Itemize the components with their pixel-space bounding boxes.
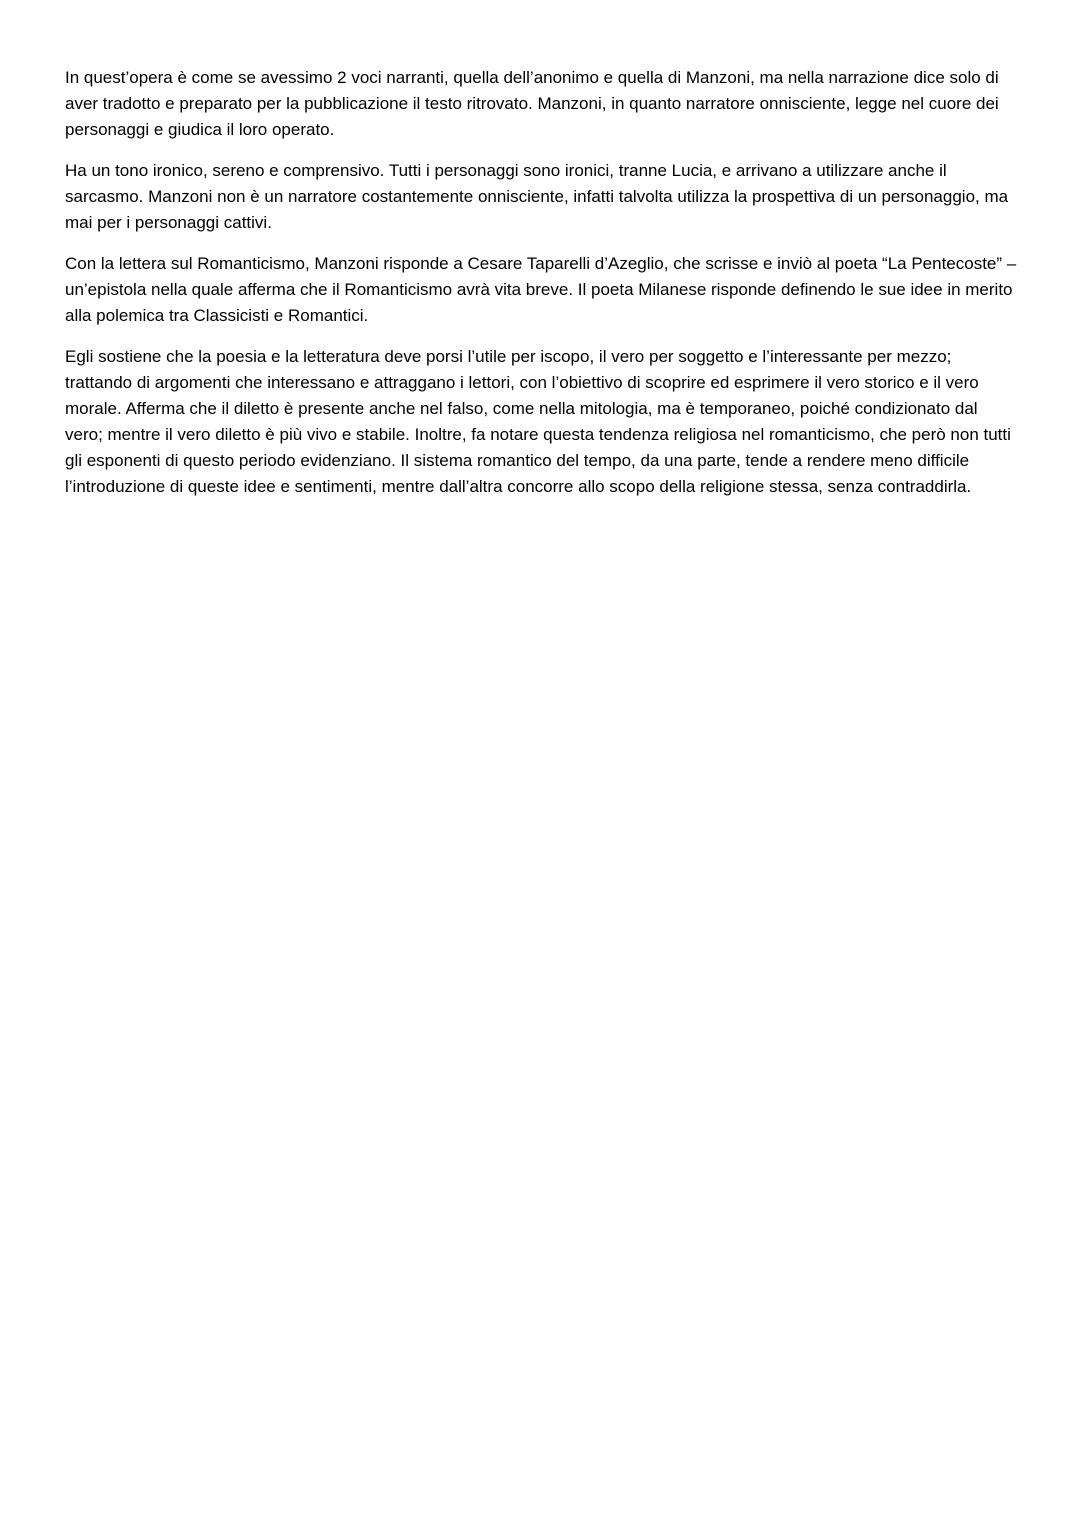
paragraph-tone: Ha un tono ironico, sereno e comprensivo. Tutti i personaggi sono ironici, tranne Lucia, e arrivano a utilizzare anche il sarcasmo. Manzoni non è un narratore costantemente onnisciente, infatti talvolta utilizza la prospettiva di un personaggio, ma mai per i personaggi cattivi. (65, 161, 1009, 232)
document-body (65, 65, 1020, 515)
paragraph-poetry-purpose: Egli sostiene che la poesia e la letteratura deve porsi l’utile per iscopo, il vero per soggetto e l’interessante per mezzo; trattando di argomenti che interessano e attraggano i lettori, con l’obiettivo di scoprire ed esprimere il vero storico e il vero morale. Afferma che il diletto è presente anche nel falso, come nella mitologia, ma è temporaneo, poiché condizionato dal vero; mentre il vero diletto è più vivo e stabile. Inoltre, fa notare questa tendenza religiosa nel romanticismo, che però non tutti gli esponenti di questo periodo evidenziano. Il sistema romantico del tempo, da una parte, tende a rendere meno difficile l’introduzione di queste idee e sentimenti, mentre dall’altra concorre allo scopo della religione stessa, senza contraddirla. (65, 347, 1011, 496)
paragraph-narrative-voices: In quest’opera è come se avessimo 2 voci narranti, quella dell’anonimo e quella di Manzoni, ma nella narrazione dice solo di aver tradotto e preparato per la pubblicazione il testo ritrovato. Manzoni, in quanto narratore onnisciente, legge nel cuore dei personaggi e giudica il loro operato. (65, 68, 999, 139)
paragraph-letter-romanticism: Con la lettera sul Romanticismo, Manzoni risponde a Cesare Taparelli d’Azeglio, che scrisse e inviò al poeta “La Pentecoste” – un’epistola nella quale afferma che il Romanticismo avrà vita breve. Il poeta Milanese risponde definendo le sue idee in merito alla polemica tra Classicisti e Romantici. (65, 254, 1017, 325)
